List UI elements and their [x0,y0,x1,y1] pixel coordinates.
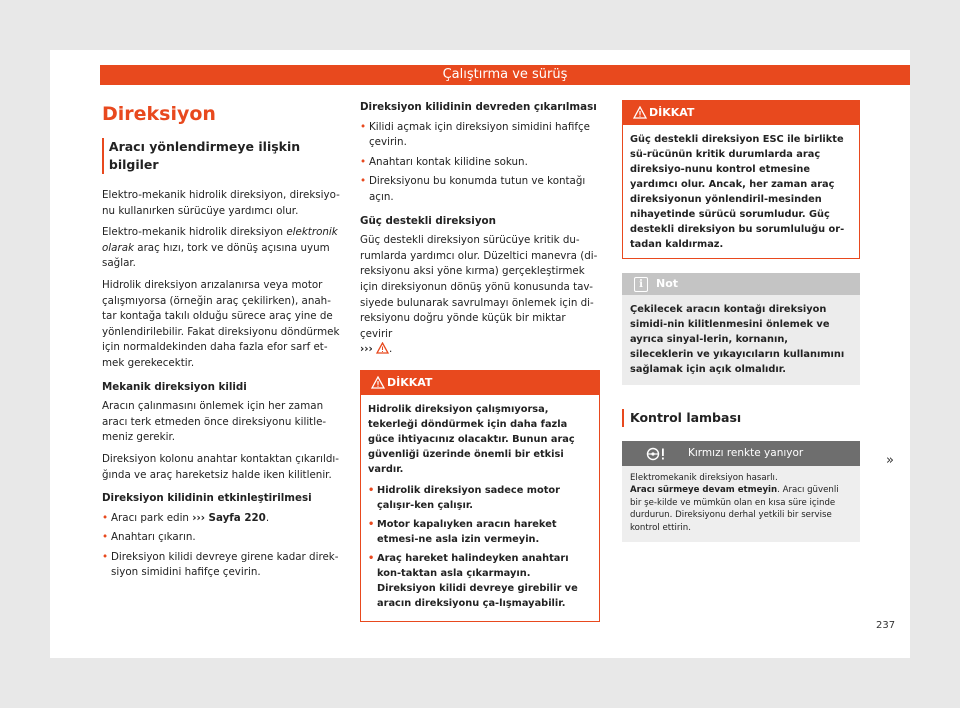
warning-body: Hidrolik direksiyon çalışmıyorsa, tekerleği döndürmek için daha fazla güce ihtiyacınız olacaktır. Bunun araç güvenliği üzerinde önemli bir etkisi vardır. • Hidrolik direksiyon sadece motor çalışır-ken çalışır. • Motor kapalıyken aracın hareket etmesi-ne asla izin vermeyin. • Araç hareket halindeyken anahtarı kon-taktan asla çıkarmayın. Direksiyon kilidi devreye girebilir ve aracın direksiyonu ça-lışmayabilir. [361,395,599,621]
bullet-icon: • [360,120,367,133]
paragraph: Hidrolik direksiyon arızalanırsa veya motor çalışmıyorsa (örneğin araç çekilirken), anah-tar kontağa takılı olduğu sürece araç yine de yönlendirilebilir. Fakat direksiyonu döndürmek için normaldekinden daha fazla efor sarf et-mek gerekecektir. [102,278,340,369]
list-item: • Anahtarı kontak kilidine sokun. [360,155,600,171]
bullet-icon: • [368,518,375,530]
bullet-icon: • [360,155,367,168]
warning-triangle-icon [633,106,647,119]
list-item: • Hidrolik direksiyon sadece motor çalışır-ken çalışır. [368,484,560,511]
manual-page [50,50,910,658]
bullet-icon: • [368,484,375,496]
page-title: Direksiyon [102,103,216,125]
page-number: 237 [876,620,896,631]
note-body: Çekilecek aracın kontağı direksiyon simidi-nin kilitlenmesini önlemek ve ayrıca sinyal-lerin, kornanın, sileceklerin ve yıkayıcıların kullanımını sağlamak için açık olmalıdır. [630,304,845,375]
list-item: • Anahtarı çıkarın. [102,530,340,546]
accent-bar [622,409,624,427]
warning-body: Güç destekli direksiyon ESC ile birlikte sü-rücünün kritik durumlarda araç direksiyo-nunu kontrol etmesine yardımcı olur. Ancak, her zaman araç direksiyonun yönlendiril-mesinden nihayetinde sürücü sorumludur. Güç destekli direksiyon bu sorumluluğu or-tadan kaldırmaz. [630,134,845,250]
bullet-icon: • [102,531,109,544]
lamp-header: Kırmızı renkte yanıyor [622,441,860,466]
warning-box [622,100,860,259]
note-box [622,273,860,385]
list-item: • Kilidi açmak için direksiyon simidini hafifçe çevirin. [360,120,600,151]
warning-header: DİKKAT [623,101,859,125]
bullet-icon: • [102,511,109,524]
info-icon: i [634,277,648,292]
page-link[interactable]: ››› Sayfa 220 [192,511,266,524]
steering-warning-icon [646,447,668,461]
list-item: • Araç hareket halindeyken anahtarı kon-taktan asla çıkarmayın. Direksiyon kilidi devreye girebilir ve aracın direksiyonu ça-lışmayabilir. [368,552,578,609]
subtitle-block [102,138,340,174]
warning-box [360,370,600,622]
section-heading: Mekanik direksiyon kilidi [102,380,247,393]
list-item: • Motor kapalıyken aracın hareket etmesi-ne asla izin vermeyin. [368,518,557,545]
note-header: i Not [622,273,860,295]
bullet-icon: • [360,175,367,188]
warning-triangle-icon [371,376,385,389]
warning-header: DİKKAT [361,371,599,395]
paragraph: Güç destekli direksiyon sürücüye kritik du-rumlarda yardımcı olur. Düzeltici manevra (di-reksiyonu aksi yöne kırma) gerçekleştirmek için direksiyonun dönüş yönü konusunda tav-siyede bulunarak savrulmayı önlemek için di-reksiyonu doğru yönde küçük bir miktar çevirir ››› . [360,234,598,356]
column-left [102,100,340,585]
control-lamp-table [622,441,860,542]
paragraph: Direksiyon kolonu anahtar kontaktan çıkarıldı-ğında ve araç hareketsiz halde iken kilitlenir. [102,452,339,481]
list-item: • Direksiyonu bu konumda tutun ve kontağı açın. [360,174,600,205]
column-middle [360,100,600,636]
section-heading: Güç destekli direksiyon [360,214,496,227]
bullet-icon: • [368,552,375,564]
lamp-description: Elektromekanik direksiyon hasarlı. Aracı sürmeye devam etmeyin. Aracı güvenli bir şe-kilde ve mümkün olan en kısa süre içinde durdurun. Direksiyonu derhal yetkili bir servise kontrol ettirin. [630,473,839,533]
bullet-icon: • [102,550,109,563]
subtitle: Aracı yönlendirmeye ilişkin bilgiler [108,139,301,172]
list-item: • Direksiyon kilidi devreye girene kadar direk-siyon simidini hafifçe çevirin. [102,550,340,581]
paragraph: Aracın çalınmasını önlemek için her zaman aracı terk etmeden önce direksiyonu kilitle-meniz gerekir. [102,400,327,444]
section-header: Çalıştırma ve sürüş [100,65,910,85]
paragraph: Elektro-mekanik hidrolik direksiyon elektronik olarak araç hızı, tork ve dönüş açısına uyum sağlar. [102,226,338,270]
control-lamp-heading: Kontrol lambası [622,409,860,427]
column-right [622,100,860,542]
continued-marker: » [886,453,894,468]
list-item: • Aracı park edin ››› Sayfa 220. [102,511,340,527]
warning-triangle-icon [376,342,389,354]
section-heading: Direksiyon kilidinin devreden çıkarılması [360,101,597,113]
section-heading: Direksiyon kilidinin etkinleştirilmesi [102,492,312,505]
paragraph: Elektro-mekanik hidrolik direksiyon, direksiyo-nu kullanırken sürücüye yardımcı olur. [102,189,340,217]
accent-bar [102,138,104,174]
